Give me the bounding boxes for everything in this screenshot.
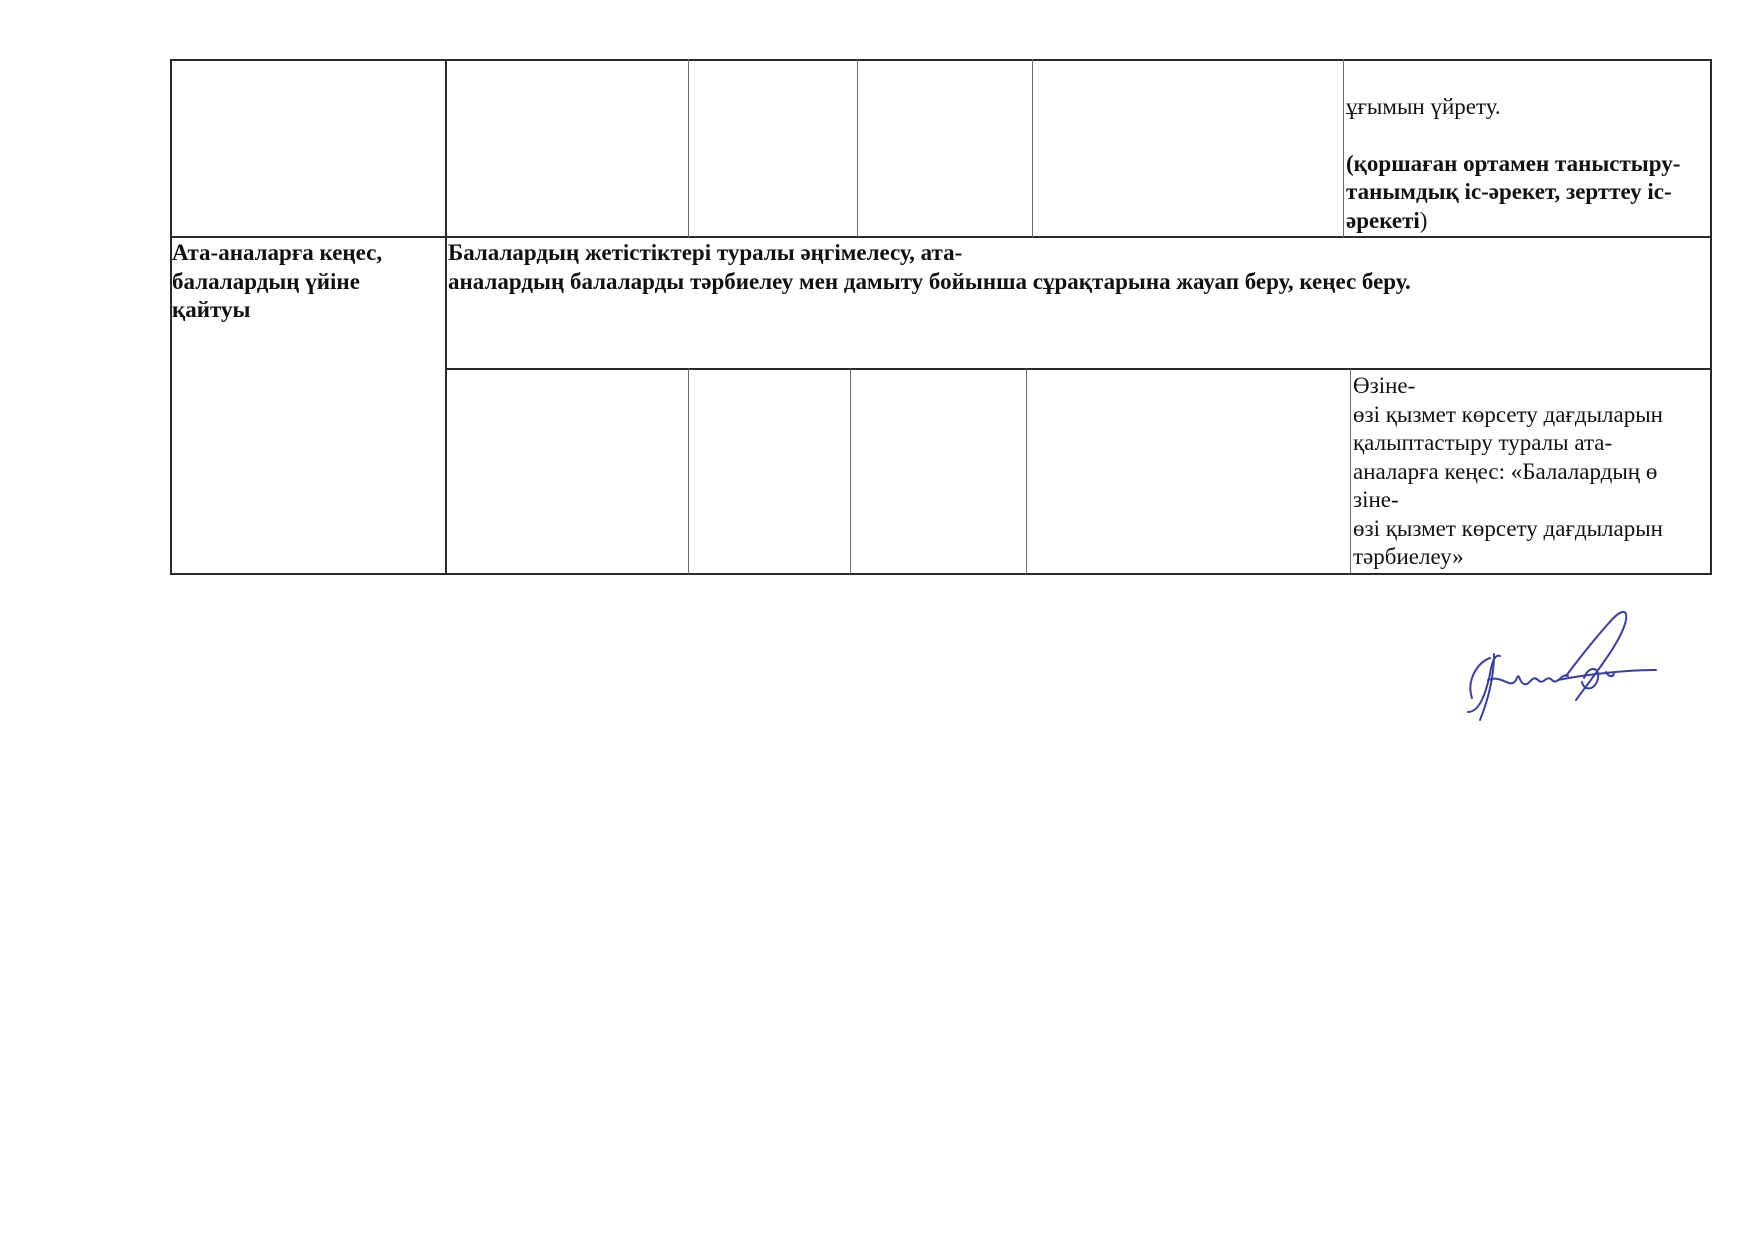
table-top-border: [170, 59, 1712, 61]
row1-col-divider: [1343, 59, 1344, 237]
row3-col-divider: [1350, 369, 1351, 574]
row1-col-divider: [688, 59, 689, 237]
row2-content: Балалардың жетістіктері туралы әңгімелесу, ата- аналардың балаларды тәрбиелеу мен дамыту бойынша сұрақтарына жауап беру, кеңес беру.: [448, 240, 1411, 294]
table-right-border: [1710, 59, 1712, 575]
row3-col-divider: [1026, 369, 1027, 574]
row-divider-2: [446, 368, 1712, 370]
row3-last-cell-text: Өзіне- өзі қызмет көрсету дағдыларын қалыптастыру туралы ата- аналарға кеңес: «Балалардың ө зіне- өзі қызмет көрсету дағдыларын тәрбиелеу»: [1353, 373, 1663, 569]
label-column-divider: [445, 59, 447, 575]
row3-col-divider: [688, 369, 689, 574]
table-bottom-border: [170, 573, 1712, 575]
row3-col-divider: [850, 369, 851, 574]
signature: [1458, 600, 1658, 735]
row1-col-divider: [857, 59, 858, 237]
row1-activity-paren: ): [1419, 207, 1428, 233]
row-divider-1: [170, 236, 1712, 238]
row1-last-cell-line: ұғымын үйрету.: [1346, 93, 1501, 119]
row1-col-divider: [1032, 59, 1033, 237]
row-label-parents-advice: Ата-аналарға кеңес, балалардың үйіне қайтуы: [172, 240, 383, 322]
row1-activity-type: (қоршаған ортамен таныстыру- танымдық іс-әрекет, зерттеу іс- әрекеті: [1346, 150, 1681, 233]
row1-last-cell-activity: [1346, 121, 1708, 235]
row1-last-cell-text: [1346, 64, 1708, 121]
